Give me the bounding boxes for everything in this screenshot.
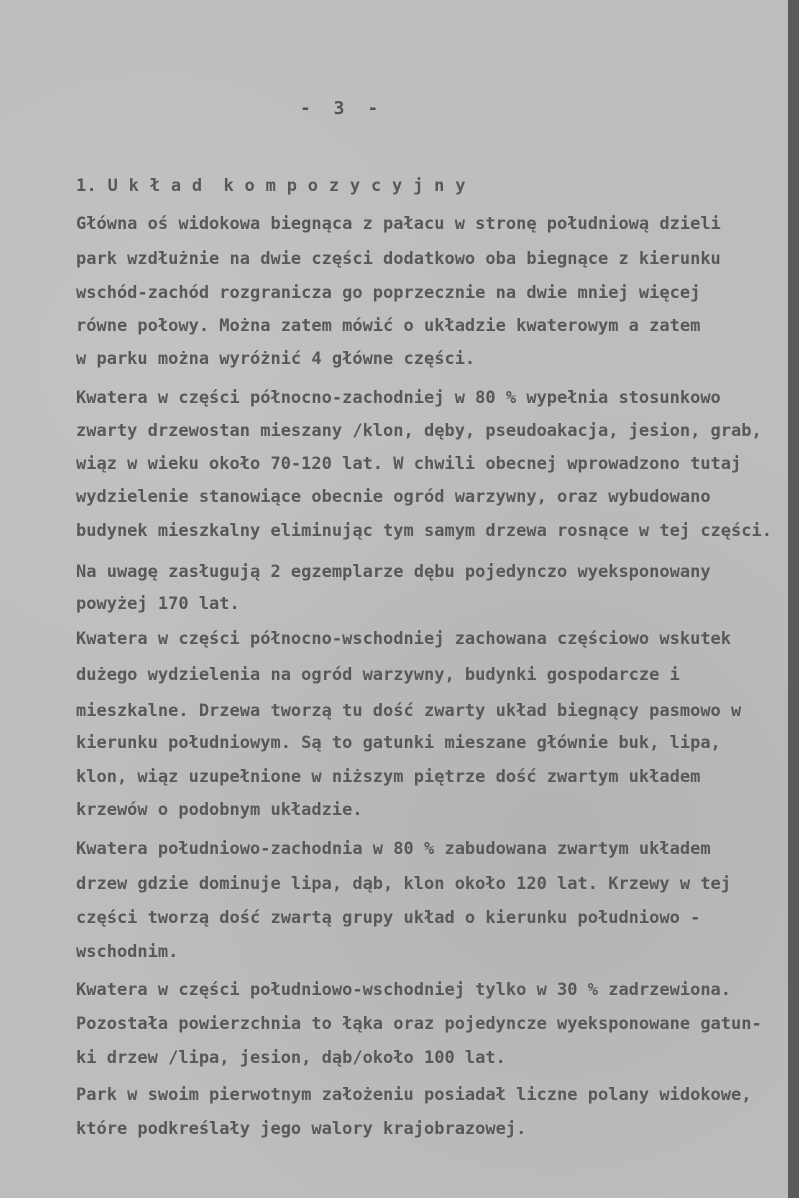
text-line: Kwatera w części północno-wschodniej zachowana częściowo wskutek (76, 629, 732, 649)
text-line: Park w swoim pierwotnym założeniu posiadał liczne polany widokowe, (76, 1085, 752, 1105)
text-line: budynek mieszkalny eliminując tym samym drzewa rosnące w tej części. (76, 521, 772, 541)
text-line: zwarty drzewostan mieszany /klon, dęby, pseudoakacja, jesion, grab, (76, 421, 762, 441)
text-line: klon, wiąz uzupełnione w niższym piętrze dość zwartym układem (76, 767, 701, 787)
text-line: Główna oś widokowa biegnąca z pałacu w stronę południową dzieli (76, 214, 721, 234)
page-edge-shadow (788, 0, 799, 1198)
text-line: Pozostała powierzchnia to łąka oraz pojedyncze wyeksponowane gatun- (76, 1014, 762, 1034)
text-line: Kwatera południowo-zachodnia w 80 % zabudowana zwartym układem (76, 839, 711, 859)
text-line: kierunku południowym. Są to gatunki mieszane głównie buk, lipa, (76, 733, 721, 753)
section-heading: 1. U k ł a d k o m p o z y c y j n y (76, 176, 466, 196)
page-number: - 3 - (300, 98, 385, 119)
text-line: Kwatera w części północno-zachodniej w 80 % wypełnia stosunkowo (76, 388, 721, 408)
text-line: Kwatera w części południowo-wschodniej tylko w 30 % zadrzewiona. (76, 980, 732, 1000)
text-line: ki drzew /lipa, jesion, dąb/około 100 lat. (76, 1048, 506, 1068)
text-line: mieszkalne. Drzewa tworzą tu dość zwarty układ biegnący pasmowo w (76, 701, 742, 721)
text-line: wschodnim. (76, 942, 179, 962)
text-line: park wzdłużnie na dwie części dodatkowo oba biegnące z kierunku (76, 249, 721, 269)
text-line: dużego wydzielenia na ogród warzywny, budynki gospodarcze i (76, 665, 680, 685)
text-line: wydzielenie stanowiące obecnie ogród warzywny, oraz wybudowano (76, 487, 711, 507)
text-line: równe połowy. Można zatem mówić o układzie kwaterowym a zatem (76, 316, 701, 336)
text-line: krzewów o podobnym układzie. (76, 800, 363, 820)
text-line: drzew gdzie dominuje lipa, dąb, klon około 120 lat. Krzewy w tej (76, 874, 732, 894)
text-line: części tworzą dość zwartą grupy układ o kierunku południowo - (76, 908, 701, 928)
text-line: które podkreślały jego walory krajobrazowej. (76, 1119, 527, 1139)
text-line: wiąz w wieku około 70-120 lat. W chwili obecnej wprowadzono tutaj (76, 454, 742, 474)
text-line: wschód-zachód rozgranicza go poprzecznie na dwie mniej więcej (76, 283, 701, 303)
text-line: w parku można wyróżnić 4 główne części. (76, 349, 476, 369)
text-line: powyżej 170 lat. (76, 594, 240, 614)
text-line: Na uwagę zasługują 2 egzemplarze dębu pojedynczo wyeksponowany (76, 562, 711, 582)
